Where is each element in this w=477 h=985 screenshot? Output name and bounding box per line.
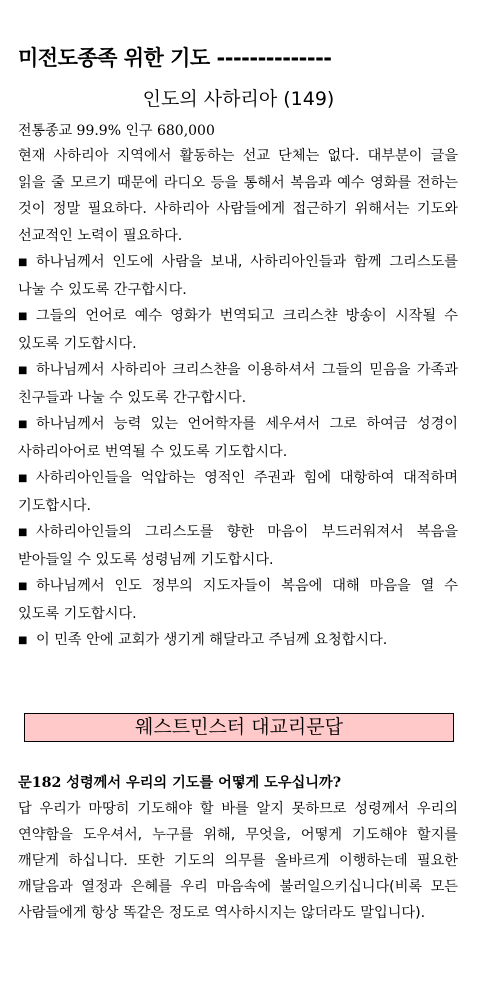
prayer-text: 사하리아인들을 억압하는 영적인 주권과 힘에 대항하여 대적하며 기도합시다. [18, 470, 458, 514]
bullet-icon: ■ [18, 257, 28, 268]
prayer-item [18, 411, 458, 465]
prayer-text: 하나님께서 인도 정부의 지도자들이 복음에 대해 마음을 열 수 있도록 기도합시다. [18, 578, 458, 622]
people-stats: 전통종교 99.9% 인구 680,000 [18, 123, 215, 139]
prayer-list [18, 249, 458, 655]
prayer-body [18, 143, 458, 655]
people-group-title: 인도의 사하리아 (149) [142, 88, 335, 110]
prayer-text: 사하리아인들의 그리스도를 향한 마음이 부드러워져서 복음을 받아들일 수 있도록 성령님께 기도합시다. [18, 524, 458, 568]
section-title: 미전도종족 위한 기도 -------------- [18, 46, 332, 70]
bullet-icon: ■ [18, 473, 28, 484]
bullet-icon: ■ [18, 419, 28, 430]
bullet-icon: ■ [18, 527, 28, 538]
catechism-qa [18, 770, 458, 926]
prayer-item [18, 465, 458, 519]
prayer-item [18, 357, 458, 411]
prayer-text: 그들의 언어로 예수 영화가 번역되고 크리스챤 방송이 시작될 수 있도록 기도합시다. [18, 308, 458, 352]
prayer-item [18, 249, 458, 303]
prayer-item [18, 303, 458, 357]
bullet-icon: ■ [18, 581, 28, 592]
intro-paragraph: 현재 사하리아 지역에서 활동하는 선교 단체는 없다. 대부분이 글을 읽을 줄 모르기 때문에 라디오 등을 통해서 복음과 예수 영화를 전하는 것이 정말 필요하다. 사하리아 사람들에게 접근하기 위해서는 기도와 선교적인 노력이 필요하다. [18, 148, 458, 244]
prayer-item [18, 519, 458, 573]
catechism-banner: 웨스트민스터 대교리문답 [24, 713, 454, 742]
prayer-text: 이 민족 안에 교회가 생기게 해달라고 주님께 요청합시다. [36, 632, 388, 648]
bullet-icon: ■ [18, 365, 28, 376]
prayer-item [18, 627, 458, 655]
catechism-answer: 답 우리가 마땅히 기도해야 할 바를 알지 못하므로 성령께서 우리의 연약함을 도우셔서, 누구를 위해, 무엇을, 어떻게 기도해야 할지를 깨닫게 하십니다. 또한 기도의 의무를 올바르게 이행하는데 필요한 깨달음과 열정과 은혜를 우리 마음속에 불러일으키십니다(비록 모든 사람들에게 항상 똑같은 정도로 역사하시지는 않더라도 말입니다). [18, 801, 458, 921]
catechism-question: 문182 성령께서 우리의 기도를 어떻게 도우십니까? [18, 775, 342, 791]
prayer-text: 하나님께서 인도에 사람을 보내, 사하리아인들과 함께 그리스도를 나눌 수 있도록 간구합시다. [18, 254, 458, 298]
prayer-text: 하나님께서 능력 있는 언어학자를 세우셔서 그로 하여금 성경이 사하리아어로 번역될 수 있도록 기도합시다. [18, 416, 458, 460]
prayer-text: 하나님께서 사하리아 크리스챤을 이용하셔서 그들의 믿음을 가족과 친구들과 나눌 수 있도록 간구합시다. [18, 362, 458, 406]
bullet-icon: ■ [18, 635, 28, 646]
prayer-item [18, 573, 458, 627]
bullet-icon: ■ [18, 311, 28, 322]
